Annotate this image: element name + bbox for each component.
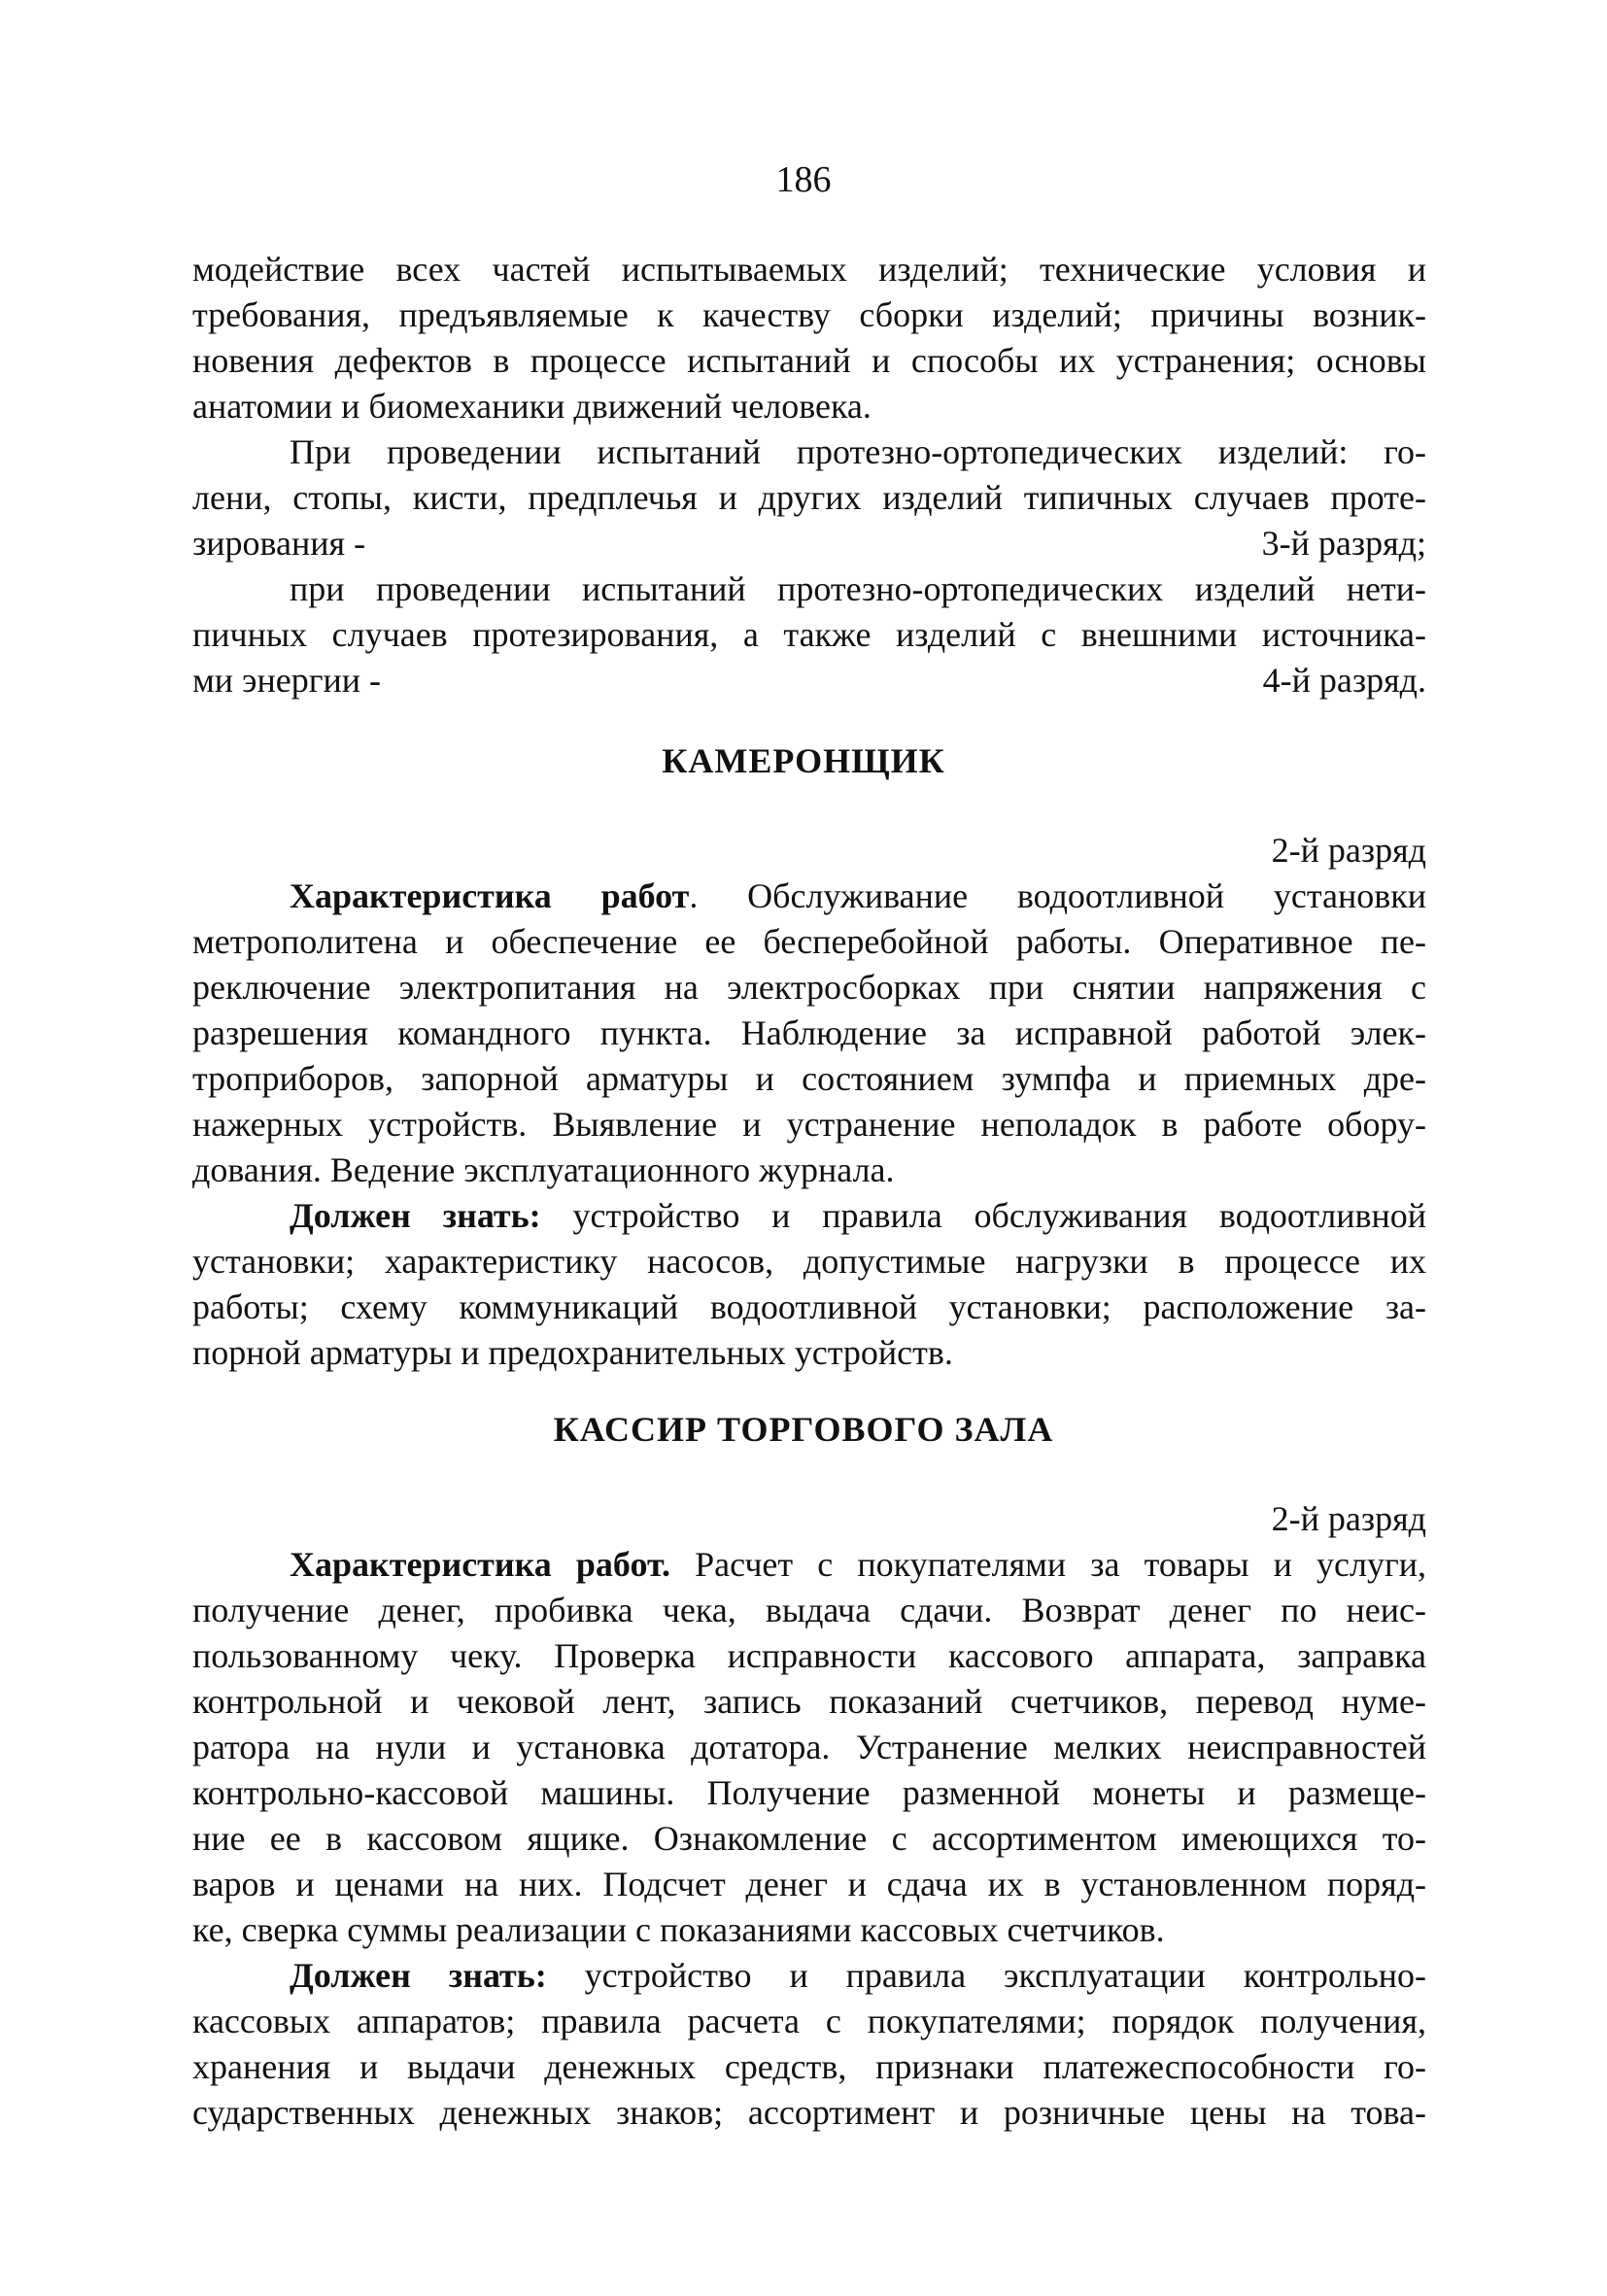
text-line: контрольной и чековой лент, запись показаний счетчиков, перевод нуме-	[192, 1682, 1426, 1721]
text-line: ке, сверка суммы реализации с показаниями кассовых счетчиков.	[192, 1910, 1165, 1949]
grade-line-text: зирования -	[192, 524, 366, 563]
text-fragment: устройство и правила эксплуатации контрольно-	[546, 1956, 1426, 1995]
knowledge-line	[192, 1193, 1426, 1239]
page-number: 186	[775, 159, 832, 200]
text-fragment: . Обслуживание водоотливной установки	[689, 876, 1426, 915]
grade-label: 3-й разряд;	[1261, 524, 1426, 563]
text-line: варов и ценами на них. Подсчет денег и сдача их в установленном поряд-	[192, 1865, 1426, 1903]
characteristics-label: Характеристика работ	[290, 876, 690, 915]
knowledge-label: Должен знать:	[290, 1956, 547, 1995]
grade-line	[192, 658, 1426, 703]
knowledge-label: Должен знать:	[290, 1196, 541, 1235]
text-line: пользованному чеку. Проверка исправности кассового аппарата, заправка	[192, 1636, 1426, 1675]
characteristics-line	[192, 874, 1426, 919]
text-line: хранения и выдачи денежных средств, признаки платежеспособности го-	[192, 2047, 1426, 2086]
text-line: новения дефектов в процессе испытаний и способы их устранения; основы	[192, 341, 1426, 380]
intro-block	[192, 247, 1426, 703]
text-line: дования. Ведение эксплуатационного журнала.	[192, 1150, 895, 1189]
section-body	[192, 1496, 1426, 2136]
section-body	[192, 828, 1426, 1376]
text-line: работы; схему коммуникаций водоотливной установки; расположение за-	[192, 1287, 1426, 1326]
text-line: При проведении испытаний протезно-ортопедических изделий: го-	[290, 432, 1426, 471]
characteristics-label: Характеристика работ.	[290, 1545, 670, 1584]
text-fragment: Расчет с покупателями за товары и услуги,	[669, 1545, 1426, 1584]
section-title: КАМЕРОНЩИК	[662, 741, 945, 780]
text-line: требования, предъявляемые к качеству сборки изделий; причины возник-	[192, 295, 1426, 334]
text-line: пичных случаев протезирования, а также изделий с внешними источника-	[192, 615, 1426, 654]
text-fragment: устройство и правила обслуживания водоотливной	[540, 1196, 1426, 1235]
text-line: троприборов, запорной арматуры и состоянием зумпфа и приемных дре-	[192, 1059, 1426, 1098]
text-line: при проведении испытаний протезно-ортопедических изделий нети-	[290, 569, 1426, 608]
characteristics-line	[192, 1542, 1426, 1588]
text-line: разрешения командного пункта. Наблюдение за исправной работой элек-	[192, 1013, 1426, 1052]
section-title: КАССИР ТОРГОВОГО ЗАЛА	[553, 1410, 1054, 1449]
text-line: метрополитена и обеспечение ее бесперебойной работы. Оперативное пе-	[192, 922, 1426, 961]
grade-label: 4-й разряд.	[1262, 661, 1426, 700]
text-line: получение денег, пробивка чека, выдача сдачи. Возврат денег по неис-	[192, 1591, 1426, 1629]
grade-line-text: ми энергии -	[192, 661, 382, 700]
text-line: лени, стопы, кисти, предплечья и других изделий типичных случаев проте-	[192, 478, 1426, 517]
grade-label: 2-й разряд	[1271, 831, 1426, 870]
grade-label: 2-й разряд	[1271, 1499, 1426, 1538]
text-line: порной арматуры и предохранительных устройств.	[192, 1333, 953, 1372]
text-line: ратора на нули и установка дотатора. Устранение мелких неисправностей	[192, 1728, 1426, 1766]
text-line: реключение электропитания на электросборках при снятии напряжения с	[192, 968, 1426, 1007]
text-line: анатомии и биомеханики движений человека.	[192, 387, 872, 426]
text-line: нажерных устройств. Выявление и устранение неполадок в работе обору-	[192, 1105, 1426, 1144]
text-line: установки; характеристику насосов, допустимые нагрузки в процессе их	[192, 1242, 1426, 1281]
text-line: модействие всех частей испытываемых изделий; технические условия и	[192, 250, 1426, 289]
text-line: ние ее в кассовом ящике. Ознакомление с ассортиментом имеющихся то-	[192, 1819, 1426, 1858]
text-line: сударственных денежных знаков; ассортимент и розничные цены на това-	[192, 2093, 1426, 2132]
text-line: кассовых аппаратов; правила расчета с покупателями; порядок получения,	[192, 2002, 1426, 2040]
grade-line	[192, 521, 1426, 566]
knowledge-line	[192, 1953, 1426, 1999]
text-line: контрольно-кассовой машины. Получение разменной монеты и размеще-	[192, 1773, 1426, 1812]
